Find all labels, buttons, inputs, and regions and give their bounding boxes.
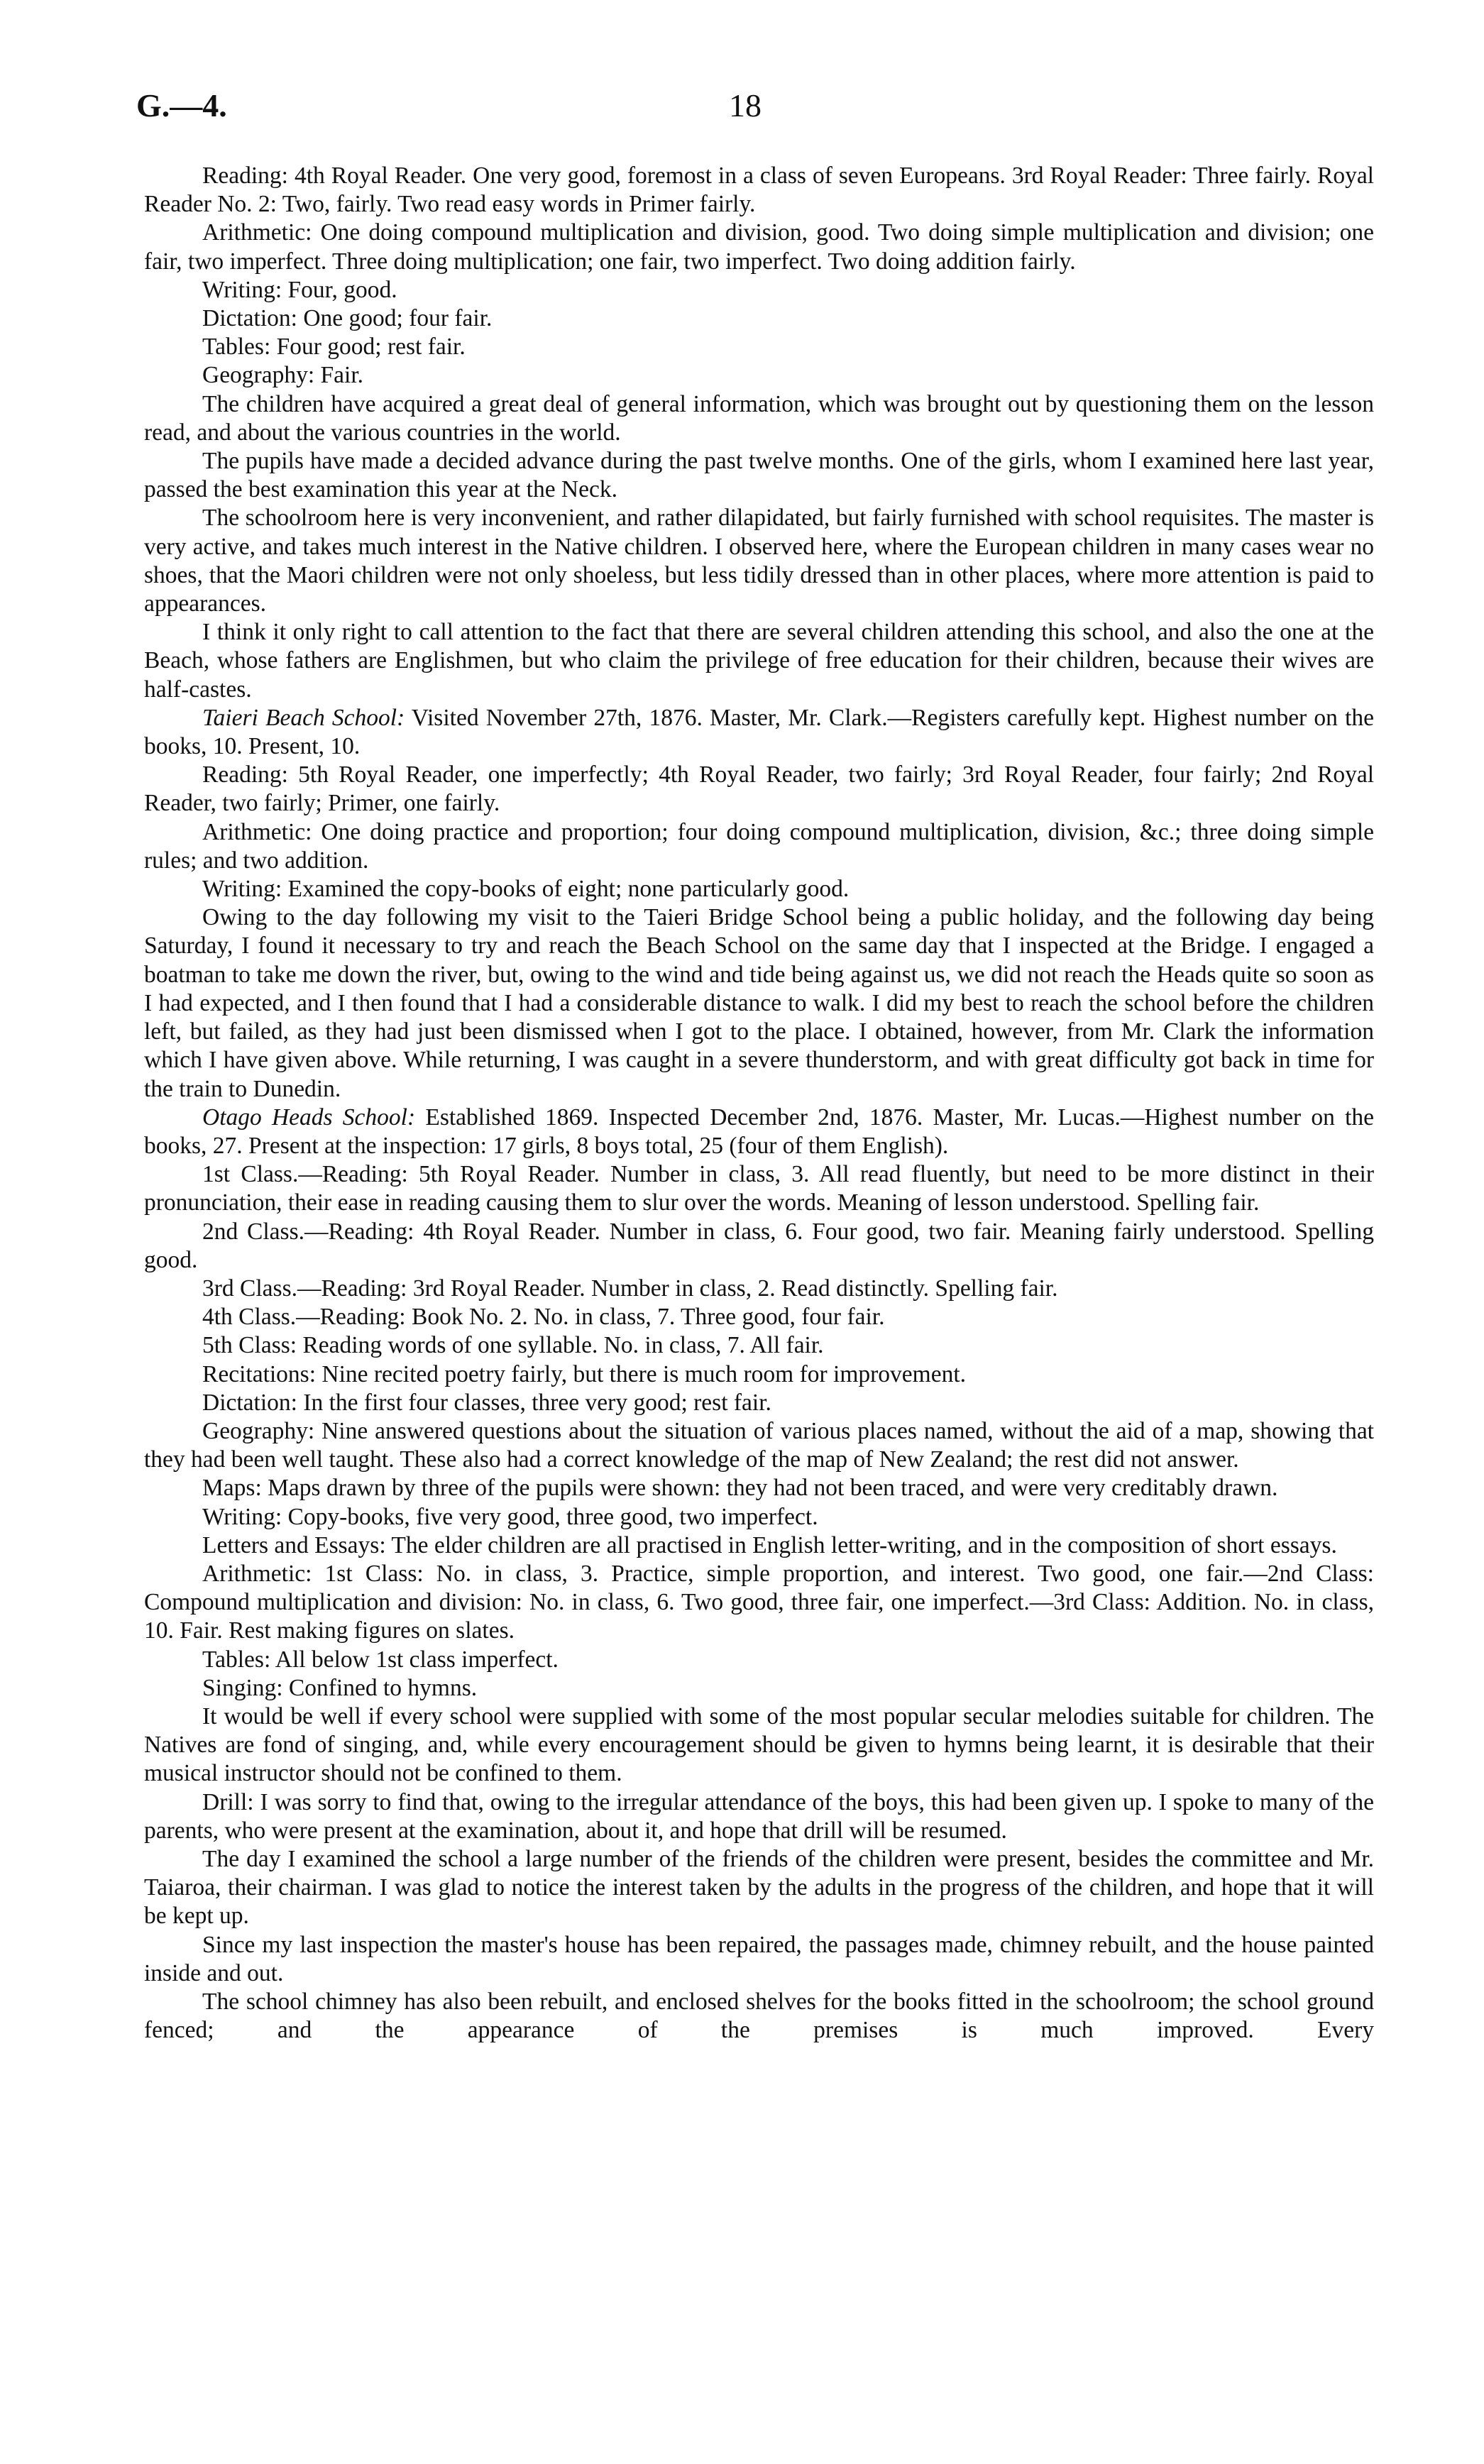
paragraph: Tables: All below 1st class imperfect. [202, 1646, 559, 1673]
paragraph: Reading: 5th Royal Reader, one imperfectly; 4th Royal Reader, two fairly; 3rd Royal Reader, four fairly; 2nd Royal Reader, two fairly; Primer, one fairly. [144, 761, 1374, 817]
paragraph: Tables: Four good; rest fair. [202, 334, 466, 361]
paragraph: 3rd Class.—Reading: 3rd Royal Reader. Number in class, 2. Read distinctly. Spelling fair. [202, 1275, 1058, 1302]
paragraph: Dictation: One good; four fair. [202, 305, 493, 332]
paragraph: Dictation: In the first four classes, three very good; rest fair. [202, 1389, 771, 1416]
series-code: G.—4. [136, 87, 227, 123]
paragraph: It would be well if every school were supplied with some of the most popular secular melodies suitable for children. The Natives are fond of singing, and, while every encouragement should be given to hymns being learnt, it is desirable that their musical instructor should not be confined to them. [144, 1703, 1374, 1787]
paragraph: Arithmetic: One doing compound multiplication and division, good. Two doing simple multiplication and division; one fair, two imperfect. Three doing multiplication; one fair, two imperfect. Two doing addition fairly. [144, 219, 1374, 275]
paragraph: I think it only right to call attention to the fact that there are several children attending this school, and also the one at the Beach, whose fathers are Englishmen, but who claim the privilege of free education for their children, because their wives are half-castes. [144, 619, 1374, 703]
paragraph: Reading: 4th Royal Reader. One very good, foremost in a class of seven Europeans. 3rd Royal Reader: Three fairly. Royal Reader No. 2: Two, fairly. Two read easy words in Primer fairly. [144, 163, 1374, 218]
paragraph: 4th Class.—Reading: Book No. 2. No. in class, 7. Three good, four fair. [202, 1304, 885, 1331]
paragraph: Letters and Essays: The elder children are all practised in English letter-writing, and in the composition of short essays. [202, 1531, 1337, 1558]
paragraph: Drill: I was sorry to find that, owing to the irregular attendance of the boys, this had been given up. I spoke to many of the parents, who were present at the examination, about it, and hope that drill will be resumed. [144, 1788, 1374, 1844]
paragraph: The schoolroom here is very inconvenient, and rather dilapidated, but fairly furnished with school requisites. The master is very active, and takes much interest in the Native children. I observed here, where the European children in many cases wear no shoes, that the Maori children were not only shoeless, but less tidily dressed than in other places, where more attention is paid to appearances. [144, 505, 1374, 617]
paragraph: 1st Class.—Reading: 5th Royal Reader. Number in class, 3. All read fluently, but need to be more distinct in their pronunciation, their ease in reading causing them to slur over the words. Meaning of lesson understood. Spelling fair. [144, 1161, 1374, 1216]
school-name: Otago Heads School: [202, 1104, 416, 1131]
paragraph-otago-heads: Otago Heads School: Established 1869. Inspected December 2nd, 1876. Master, Mr. Lucas.—Highest number on the books, 27. Present at the inspection: 17 girls, 8 boys total, 25 (four of them English). [144, 1104, 1375, 1159]
paragraph: Writing: Examined the copy-books of eight; none particularly good. [202, 876, 850, 903]
paragraph: 5th Class: Reading words of one syllable. No. in class, 7. All fair. [202, 1332, 824, 1359]
school-name: Taieri Beach School: [202, 704, 405, 731]
paragraph: 2nd Class.—Reading: 4th Royal Reader. Number in class, 6. Four good, two fair. Meaning fairly understood. Spelling good. [144, 1218, 1374, 1273]
paragraph: Owing to the day following my visit to the Taieri Bridge School being a public holiday, and the following day being Saturday, I found it necessary to try and reach the Beach School on the same day that I inspected at the Bridge. I engaged a boatman to take me down the river, but, owing to the wind and tide being against us, we did not reach the Heads quite so soon as I had expected, and I then found that I had a considerable distance to walk. I did my best to reach the school before the children left, but failed, as they had just been dismissed when I got to the place. I obtained, however, from Mr. Clark the information which I have given above. While returning, I was caught in a severe thunderstorm, and with great difficulty got back in time for the train to Dunedin. [144, 904, 1374, 1102]
paragraph: Arithmetic: 1st Class: No. in class, 3. Practice, simple proportion, and interest. Two good, one fair.—2nd Class: Compound multiplication and division: No. in class, 6. Two good, three fair, one imperfect.—3rd Class: Addition. No. in class, 10. Fair. Rest making figures on slates. [144, 1560, 1374, 1644]
paragraph: The children have acquired a great deal of general information, which was brought out by questioning them on the lesson read, and about the various countries in the world. [144, 390, 1374, 446]
paragraph: Writing: Four, good. [202, 276, 397, 303]
paragraph: Arithmetic: One doing practice and proportion; four doing compound multiplication, division, &c.; three doing simple rules; and two addition. [144, 818, 1374, 874]
paragraph: The pupils have made a decided advance during the past twelve months. One of the girls, whom I examined here last year, passed the best examination this year at the Neck. [144, 448, 1374, 503]
paragraph: Maps: Maps drawn by three of the pupils were shown: they had not been traced, and were very creditably drawn. [202, 1475, 1278, 1502]
paragraph-continued: The school chimney has also been rebuilt, and enclosed shelves for the books fitted in the schoolroom; the school ground fenced; and the appearance of the premises is much improved. Every [144, 1989, 1374, 2044]
paragraph: Geography: Nine answered questions about the situation of various places named, without the aid of a map, showing that they had been well taught. These also had a correct knowledge of the map of New Zealand; the rest did not answer. [144, 1417, 1374, 1473]
paragraph: Geography: Fair. [202, 362, 364, 389]
body-text [144, 162, 1374, 2045]
paragraph: Singing: Confined to hymns. [202, 1674, 478, 1701]
page-number: 18 [729, 87, 762, 123]
paragraph-taieri-beach: Taieri Beach School: Visited November 27th, 1876. Master, Mr. Clark.—Registers carefully kept. Highest number on the books, 10. Present, 10. [144, 704, 1375, 760]
paragraph: The day I examined the school a large number of the friends of the children were present, besides the committee and Mr. Taiaroa, their chairman. I was glad to notice the interest taken by the adults in the progress of the children, and hope that it will be kept up. [144, 1845, 1374, 1930]
paragraph: Since my last inspection the master's house has been repaired, the passages made, chimney rebuilt, and the house painted inside and out. [144, 1931, 1374, 1986]
paragraph: Recitations: Nine recited poetry fairly, but there is much room for improvement. [202, 1360, 967, 1387]
paragraph: Writing: Copy-books, five very good, three good, two imperfect. [202, 1503, 818, 1530]
